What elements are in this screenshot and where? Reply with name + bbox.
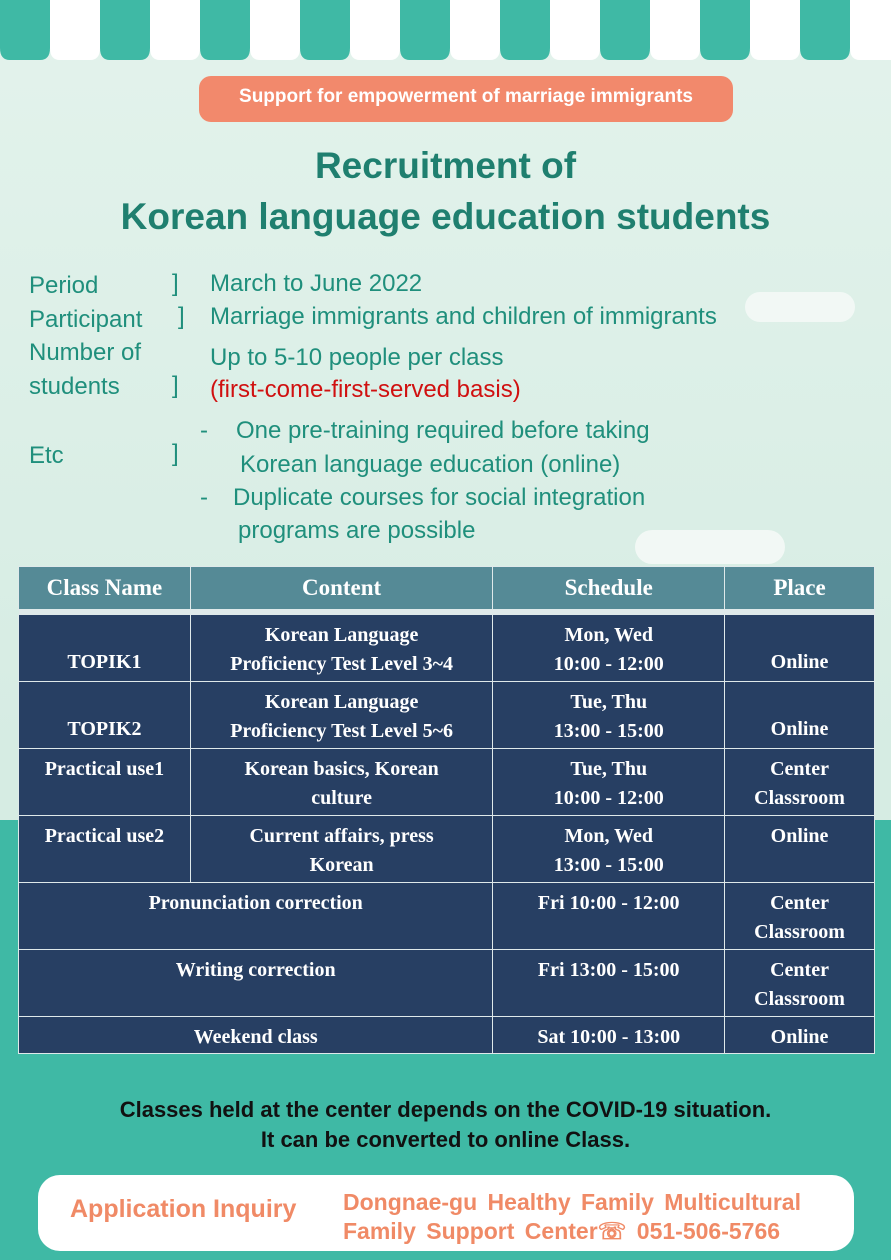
awning-stripe [250, 0, 300, 60]
etc-item-line: One pre-training required before taking [236, 417, 650, 444]
cell-place: Online [725, 682, 875, 749]
awning-stripe [100, 0, 150, 60]
cell-line: Mon, Wed [564, 825, 654, 847]
cell-line: 10:00 - 12:00 [553, 653, 664, 675]
awning-stripe [350, 0, 400, 60]
students-note: (first-come-first-served basis) [210, 376, 521, 403]
cell-class-name: Practical use2 [19, 816, 191, 883]
cell-place: Online [725, 615, 875, 682]
cell-line: Proficiency Test Level 3~4 [230, 653, 453, 675]
cell-class-name: Weekend class [19, 1017, 493, 1054]
cell-class-name: TOPIK2 [19, 682, 191, 749]
etc-label: Etc [29, 442, 64, 469]
cell-line: Center [770, 959, 829, 981]
cell-line: 10:00 - 12:00 [553, 787, 664, 809]
cell-line: Classroom [754, 787, 845, 809]
cell-line: 13:00 - 15:00 [553, 720, 664, 742]
cell-class-name: TOPIK1 [19, 615, 191, 682]
cell-schedule: Fri 10:00 - 12:00 [493, 883, 725, 950]
cell-line: 13:00 - 15:00 [553, 854, 664, 876]
cell-place: Online [725, 816, 875, 883]
cell-line: Korean [309, 854, 374, 876]
period-label: Period [29, 272, 99, 299]
table-row [19, 615, 875, 682]
students-label-line1: Number of [29, 339, 142, 366]
page-title-line1: Recruitment of [314, 145, 577, 186]
table-row [19, 816, 875, 883]
cell-line: Center [770, 758, 829, 780]
cell-content [190, 682, 493, 749]
header-schedule: Schedule [493, 567, 725, 610]
awning-stripe [450, 0, 500, 60]
awning-stripe [50, 0, 100, 60]
table-row [19, 682, 875, 749]
cell-schedule: Sat 10:00 - 13:00 [493, 1017, 725, 1054]
table-row [19, 749, 875, 816]
awning-stripe [550, 0, 600, 60]
bracket-icon: ] [172, 372, 179, 399]
cell-line: Current affairs, press [249, 825, 434, 847]
awning-stripe [400, 0, 450, 60]
cell-line: Korean Language [264, 691, 419, 713]
cell-line: Tue, Thu [570, 691, 648, 713]
bracket-icon: ] [178, 303, 185, 330]
cell-line: Classroom [754, 988, 845, 1010]
contact-line2: Family Support Center☏ 051-506-5766 [343, 1218, 781, 1244]
awning-stripe [800, 0, 850, 60]
cloud-decoration [635, 530, 785, 564]
cell-place [725, 883, 875, 950]
bracket-icon: ] [172, 270, 179, 297]
students-value: Up to 5-10 people per class [210, 344, 504, 371]
cell-schedule: Fri 13:00 - 15:00 [493, 950, 725, 1017]
cell-class-name: Pronunciation correction [19, 883, 493, 950]
header-place: Place [725, 567, 875, 610]
awning-stripe [0, 0, 50, 60]
awning-stripe [600, 0, 650, 60]
contact-line1: Dongnae-gu Healthy Family Multicultural [343, 1189, 801, 1215]
cell-place: Online [725, 1017, 875, 1054]
awning-decoration [0, 0, 891, 62]
bracket-icon: ] [172, 440, 179, 467]
cell-class-name: Practical use1 [19, 749, 191, 816]
awning-stripe [850, 0, 891, 60]
awning-stripe [750, 0, 800, 60]
cell-line: culture [311, 787, 372, 809]
notice-line2: It can be converted to online Class. [260, 1127, 631, 1152]
awning-stripe [150, 0, 200, 60]
table-header-row [19, 567, 875, 610]
cell-schedule [493, 682, 725, 749]
cell-line: Korean basics, Korean [244, 758, 439, 780]
cell-place [725, 950, 875, 1017]
etc-item-line: Korean language education (online) [240, 451, 621, 478]
awning-stripe [300, 0, 350, 60]
participant-label: Participant [29, 306, 143, 333]
participant-value: Marriage immigrants and children of immigrants [210, 303, 717, 330]
cell-content [190, 615, 493, 682]
cell-content [190, 749, 493, 816]
cell-line: Proficiency Test Level 5~6 [230, 720, 453, 742]
awning-stripe [200, 0, 250, 60]
etc-item-dash: - [200, 484, 208, 511]
header-class-name: Class Name [19, 567, 191, 610]
cell-class-name: Writing correction [19, 950, 493, 1017]
banner-pill: Support for empowerment of marriage immigrants [199, 76, 733, 122]
cell-content [190, 816, 493, 883]
table-row [19, 883, 875, 950]
etc-item-line: programs are possible [238, 517, 476, 544]
cell-line: Tue, Thu [570, 758, 648, 780]
awning-stripe [700, 0, 750, 60]
etc-item-dash: - [200, 417, 208, 444]
header-content: Content [190, 567, 493, 610]
cloud-decoration [745, 292, 855, 322]
table-row [19, 950, 875, 1017]
table-row [19, 1017, 875, 1054]
cell-schedule [493, 816, 725, 883]
schedule-table [18, 566, 875, 1054]
awning-stripe [500, 0, 550, 60]
awning-stripe [650, 0, 700, 60]
contact-label: Application Inquiry [70, 1195, 297, 1223]
cell-line: Classroom [754, 921, 845, 943]
cell-line: Mon, Wed [564, 624, 654, 646]
contact-info [343, 1188, 801, 1246]
cell-schedule [493, 615, 725, 682]
cell-schedule [493, 749, 725, 816]
etc-item-line: Duplicate courses for social integration [233, 484, 646, 511]
students-label-line2: students [29, 373, 120, 400]
contact-box [38, 1175, 854, 1251]
cell-line: Center [770, 892, 829, 914]
notice-line1: Classes held at the center depends on the COVID-19 situation. [119, 1097, 772, 1122]
page-title-line2: Korean language education students [120, 196, 771, 237]
cell-place [725, 749, 875, 816]
period-value: March to June 2022 [210, 270, 423, 297]
cell-line: Korean Language [264, 624, 419, 646]
